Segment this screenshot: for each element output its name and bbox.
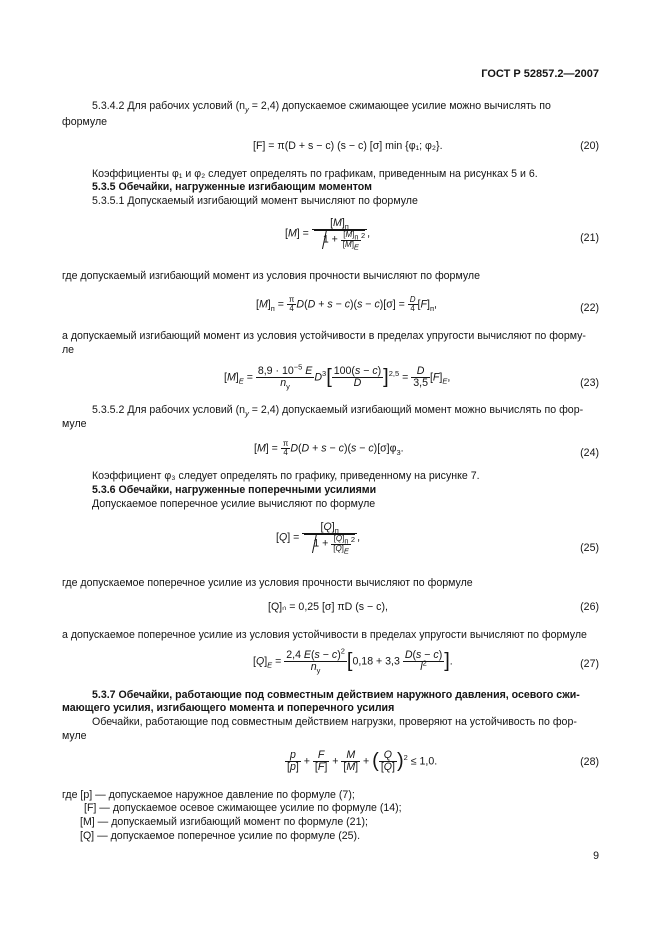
- equation-number: (26): [580, 601, 599, 613]
- paragraph-stability-shear: а допускаемое поперечное усилие из условия устойчивости в пределах упругости вычисляют по формуле: [62, 629, 587, 641]
- legend-row: [80, 830, 360, 842]
- equation-23: $[M]_E$ = $\frac{8,9 \cdot 10^{-5} E}{n_y}$ $D^3$[ $\frac{100(s - c)}{D}$ ]$^{2,5}$ = $\frac{D}{3,5}$ $[F]_E$,: [224, 362, 451, 392]
- document-code: ГОСТ Р 52857.2—2007: [481, 68, 599, 80]
- legend-row: [80, 816, 368, 828]
- equation-27: $[Q]_E$ = $\frac{2,4 E(s - c)^2}{n_y}$ [0,18 + 3,3 $\frac{D(s - c)}{l^2}$ ].: [253, 646, 453, 676]
- paragraph-strength-moment: где допускаемый изгибающий момент из условия прочности вычисляют по формуле: [62, 270, 480, 282]
- paragraph-coefficient-3: Коэффициент φ₃ следует определять по графику, приведенному на рисунке 7.: [92, 470, 480, 482]
- legend-text: — допускаемое осевое сжимающее усилие по формуле (14);: [96, 802, 402, 814]
- equation-28: $\frac{p}{[p]}$ + $\frac{F}{[F]}$ + $\frac{M}{[M]}$ + ( $\frac{Q}{[Q]}$ )$^2$ ≤ 1,0.: [287, 749, 438, 774]
- section-heading-5-3-5: 5.3.5 Обечайки, нагруженные изгибающим моментом: [92, 181, 372, 193]
- paragraph-stability-moment: а допускаемый изгибающий момент из условия устойчивости в пределах упругости вычисляют по форму-: [62, 330, 586, 342]
- text-fragment: 5.3.5.2 Для рабочих условий (n: [92, 404, 246, 416]
- legend-symbol: [Q]: [80, 830, 95, 842]
- paragraph-continuation: ле: [62, 344, 75, 356]
- section-heading-5-3-6: 5.3.6 Обечайки, нагруженные поперечными усилиями: [92, 484, 377, 496]
- equation-number: (21): [580, 232, 599, 244]
- subscript: y: [245, 409, 249, 419]
- paragraph-continuation: муле: [62, 730, 87, 742]
- section-heading-5-3-7: 5.3.7 Обечайки, работающие под совместным действием наружного давления, осевого сжи-: [92, 689, 580, 701]
- paragraph-strength-shear: где допускаемое поперечное усилие из условия прочности вычисляют по формуле: [62, 577, 473, 589]
- equation-20: [F] = π(D + s − c) (s − c) [σ] min {φ₁; φ₂}.: [253, 140, 443, 152]
- text-fragment: = 2,4) допускаемый изгибающий момент можно вычислять по фор-: [248, 404, 584, 416]
- text-fragment: 5.3.4.2 Для рабочих условий (n: [92, 100, 246, 112]
- equation-26: [Q]ₙ = 0,25 [σ] πD (s − c),: [268, 601, 388, 613]
- equation-24: [M] = $\frac{\pi}{4}$ $D(D + s - c)(s - c)[\sigma]\varphi_3$.: [254, 439, 404, 458]
- equation-number: (22): [580, 302, 599, 314]
- equation-22: $[M]_п$ = $\frac{\pi}{4}$ D(D + s − c)(s − c)[σ] = $\frac{D}{4}$ $[F]_п$,: [256, 295, 437, 314]
- equation-number: (25): [580, 542, 599, 554]
- equation-25: [Q] = $[Q]_п$ 1 + $\frac{[Q]_п}{[Q]_E}$ $^2$ ,: [276, 521, 361, 556]
- legend-text: — допускаемый изгибающий момент по формуле (21);: [94, 816, 368, 828]
- paragraph-5-3-5-1: 5.3.5.1 Допускаемый изгибающий момент вычисляют по формуле: [92, 195, 418, 207]
- section-heading-continuation: мающего усилия, изгибающего момента и поперечного усилия: [62, 702, 395, 714]
- paragraph-5-3-5-2: [92, 404, 584, 419]
- equation-number: (20): [580, 140, 599, 152]
- paragraph-5-3-6: Допускаемое поперечное усилие вычисляют по формуле: [92, 498, 376, 510]
- equation-number: (28): [580, 756, 599, 768]
- page-number: 9: [593, 850, 599, 862]
- paragraph-5-3-7: Обечайки, работающие под совместным действием нагрузки, проверяют на устойчивость по фор-: [92, 716, 577, 728]
- equation-number: (24): [580, 447, 599, 459]
- legend-row: [62, 789, 355, 801]
- legend-text: — допускаемое наружное давление по формуле (7);: [92, 789, 355, 801]
- legend-text: — допускаемое поперечное усилие по формуле (25).: [94, 830, 361, 842]
- legend-symbol: где [p]: [62, 789, 93, 801]
- paragraph-continuation: формуле: [62, 116, 108, 128]
- subscript: y: [245, 105, 249, 115]
- paragraph-5-3-4-2: [92, 100, 551, 115]
- legend-row: [84, 802, 402, 814]
- legend-symbol: [F]: [84, 802, 97, 814]
- equation-number: (23): [580, 377, 599, 389]
- paragraph-continuation: муле: [62, 418, 87, 430]
- equation-number: (27): [580, 658, 599, 670]
- equation-21: [M] = $[M]_п$ 1 + $\frac{[M]_п}{[M]_E}$ $^2$ ,: [285, 217, 371, 252]
- legend-symbol: [M]: [80, 816, 95, 828]
- text-fragment: = 2,4) допускаемое сжимающее усилие можно вычислять по: [248, 100, 551, 112]
- paragraph-coefficients: Коэффициенты φ₁ и φ₂ следует определять по графикам, приведенным на рисунках 5 и 6.: [92, 168, 538, 180]
